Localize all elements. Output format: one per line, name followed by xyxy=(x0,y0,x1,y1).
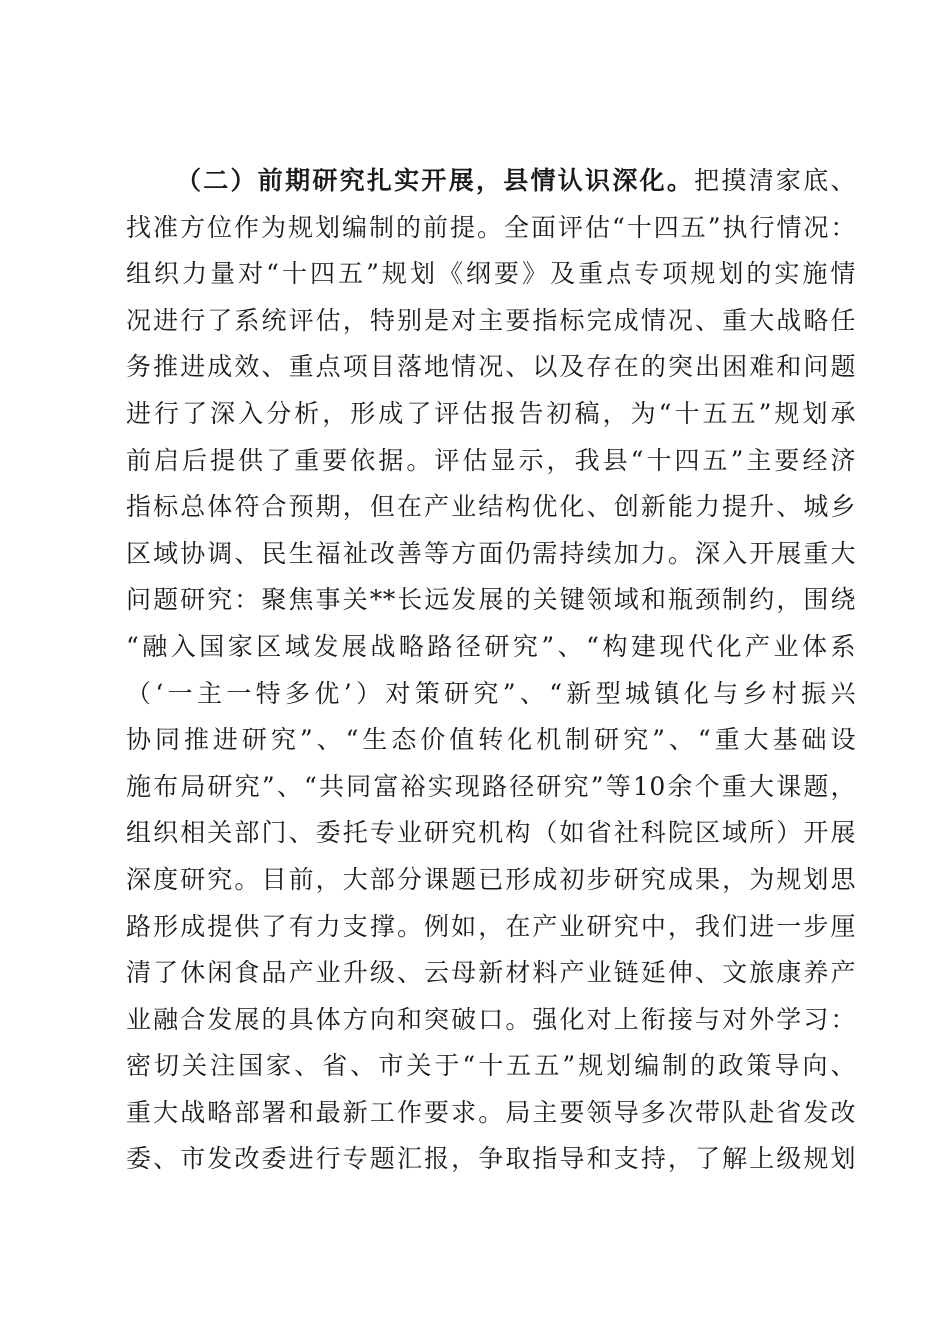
paragraph-line: （‘一主一特多优’）对策研究”、“新型城镇化与乡村振兴 xyxy=(126,678,856,708)
paragraph-line: 进行了深入分析，形成了评估报告初稿，为“十五五”规划承 xyxy=(126,398,856,428)
paragraph-line: 区域协调、民生福祉改善等方面仍需持续加力。深入开展重大 xyxy=(126,538,856,568)
paragraph-line: 组织力量对“十四五”规划《纲要》及重点专项规划的实施情 xyxy=(126,259,856,289)
paragraph-line: 清了休闲食品产业升级、云母新材料产业链延伸、文旅康养产 xyxy=(126,958,856,988)
paragraph-line: 组织相关部门、委托专业研究机构（如省社科院区域所）开展 xyxy=(126,818,856,848)
paragraph-line: 指标总体符合预期，但在产业结构优化、创新能力提升、城乡 xyxy=(126,492,856,522)
paragraph-line: 前启后提供了重要依据。评估显示，我县“十四五”主要经济 xyxy=(126,445,856,475)
paragraph-line: 协同推进研究”、“生态价值转化机制研究”、“重大基础设 xyxy=(126,725,856,755)
paragraph-line: 务推进成效、重点项目落地情况、以及存在的突出困难和问题 xyxy=(126,352,856,382)
paragraph-line: 密切关注国家、省、市关于“十五五”规划编制的政策导向、 xyxy=(126,1051,856,1081)
paragraph-line: 问题研究：聚焦事关**长远发展的关键领域和瓶颈制约，围绕 xyxy=(126,585,856,615)
paragraph-line-text: 把摸清家底、 xyxy=(694,166,856,195)
paragraph xyxy=(126,158,856,1183)
paragraph-line: 委、市发改委进行专题汇报，争取指导和支持，了解上级规划 xyxy=(126,1144,856,1174)
paragraph-line: “融入国家区域发展战略路径研究”、“构建现代化产业体系 xyxy=(126,631,856,661)
paragraph-line: 业融合发展的具体方向和突破口。强化对上衔接与对外学习： xyxy=(126,1004,856,1034)
paragraph-line: 重大战略部署和最新工作要求。局主要领导多次带队赴省发改 xyxy=(126,1097,856,1127)
paragraph-line: 施布局研究”、“共同富裕实现路径研究”等10余个重大课题， xyxy=(126,771,856,801)
section-heading: （二）前期研究扎实开展，县情认识深化。 xyxy=(176,166,695,195)
paragraph-line-1 xyxy=(126,158,856,205)
paragraph-line: 况进行了系统评估，特别是对主要指标完成情况、重大战略任 xyxy=(126,305,856,335)
paragraph-line: 找准方位作为规划编制的前提。全面评估“十四五”执行情况： xyxy=(126,212,856,242)
paragraph-line: 深度研究。目前，大部分课题已形成初步研究成果，为规划思 xyxy=(126,864,856,894)
paragraph-line: 路形成提供了有力支撑。例如，在产业研究中，我们进一步厘 xyxy=(126,911,856,941)
